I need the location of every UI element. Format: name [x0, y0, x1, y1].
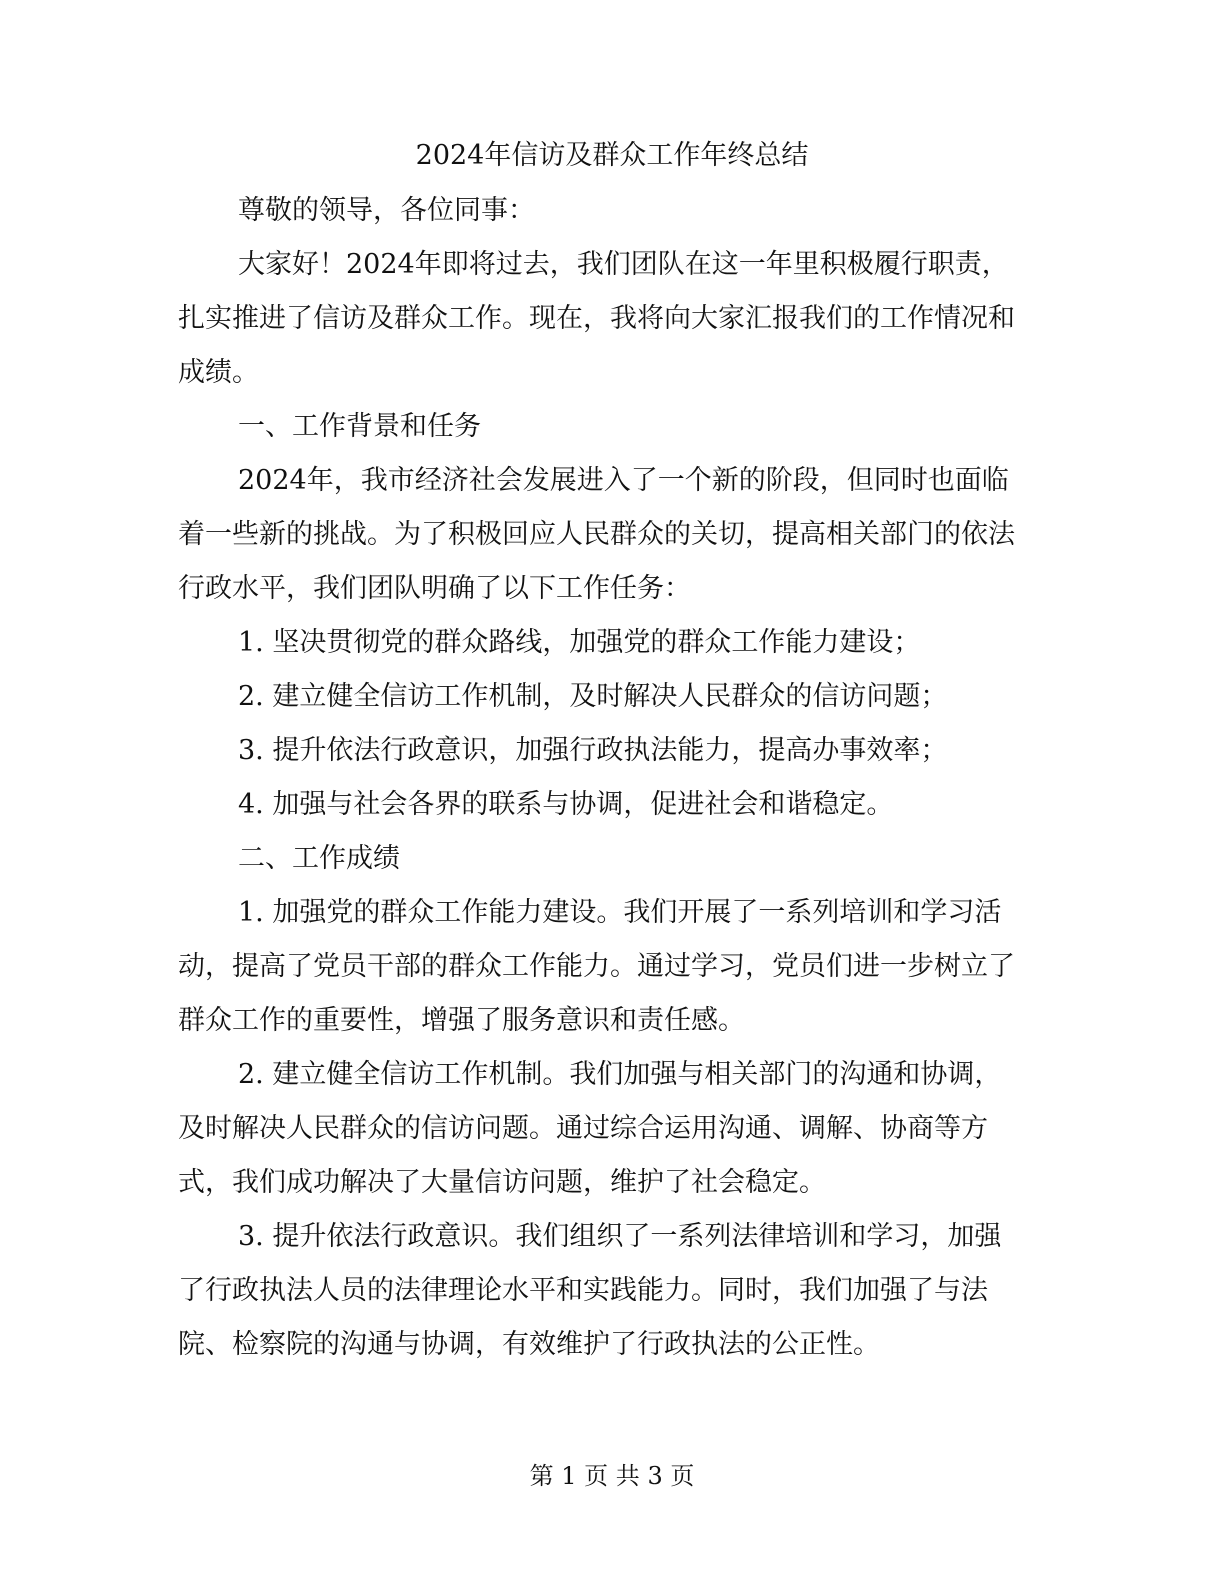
- task-item-3: 3. 提升依法行政意识，加强行政执法能力，提高办事效率；: [238, 735, 948, 766]
- section-heading-1: 一、工作背景和任务: [238, 411, 481, 442]
- task-item-4: 4. 加强与社会各界的联系与协调，促进社会和谐稳定。: [238, 789, 894, 820]
- page-number: 第 1 页 共 3 页: [529, 1462, 695, 1490]
- task-item-2: 2. 建立健全信访工作机制，及时解决人民群众的信访问题；: [238, 681, 948, 712]
- task-item-1: 1. 坚决贯彻党的群众路线，加强党的群众工作能力建设；: [238, 627, 921, 658]
- background-paragraph: 2024年，我市经济社会发展进入了一个新的阶段，但同时也面临着一些新的挑战。为了积极回应人民群众的关切，提高相关部门的依法行政水平，我们团队明确了以下工作任务：: [178, 465, 1015, 604]
- intro-paragraph: 大家好！2024年即将过去，我们团队在这一年里积极履行职责，扎实推进了信访及群众工作。现在，我将向大家汇报我们的工作情况和成绩。: [178, 249, 1015, 388]
- salutation: 尊敬的领导，各位同事：: [238, 195, 535, 226]
- section-heading-2: 二、工作成绩: [238, 843, 400, 874]
- achievement-paragraph-1: 1. 加强党的群众工作能力建设。我们开展了一系列培训和学习活动，提高了党员干部的群众工作能力。通过学习，党员们进一步树立了群众工作的重要性，增强了服务意识和责任感。: [178, 897, 1015, 1036]
- achievement-paragraph-3: 3. 提升依法行政意识。我们组织了一系列法律培训和学习，加强了行政执法人员的法律理论水平和实践能力。同时，我们加强了与法院、检察院的沟通与协调，有效维护了行政执法的公正性。: [178, 1221, 1002, 1360]
- achievement-paragraph-2: 2. 建立健全信访工作机制。我们加强与相关部门的沟通和协调，及时解决人民群众的信访问题。通过综合运用沟通、调解、协商等方式，我们成功解决了大量信访问题，维护了社会稳定。: [178, 1059, 1002, 1198]
- document-title: 2024年信访及群众工作年终总结: [415, 140, 809, 171]
